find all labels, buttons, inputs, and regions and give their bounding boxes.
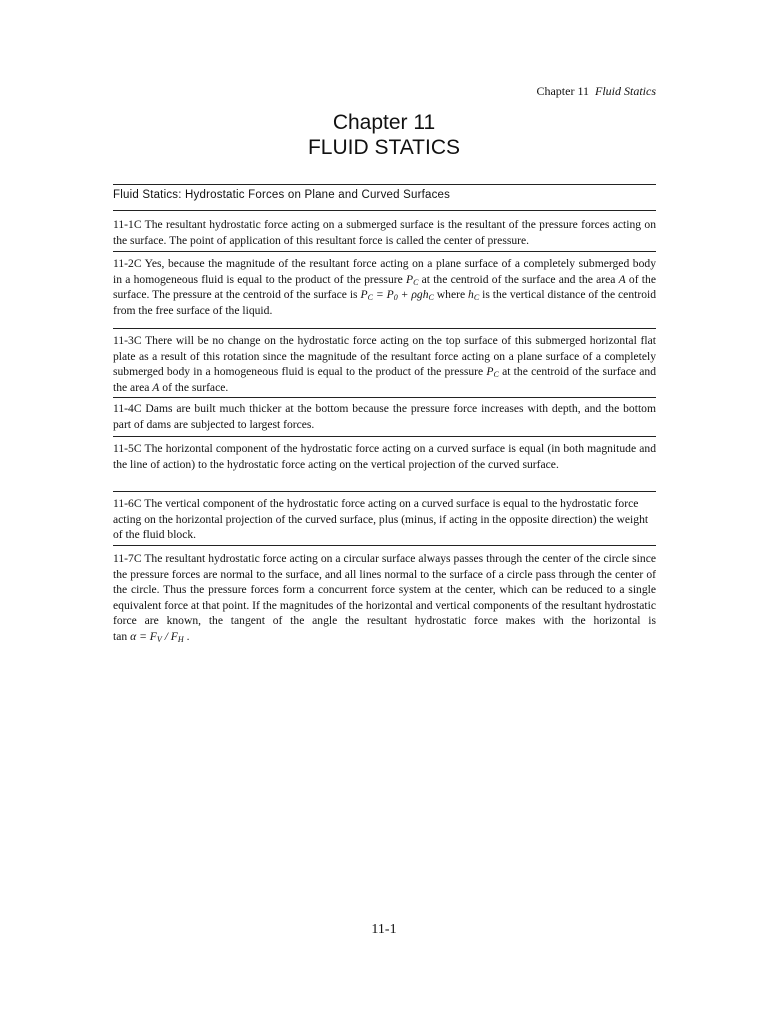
answer-text: is the vertical distance of the centroid from the free surface of the liquid. — [113, 288, 657, 317]
answer-11-3c — [113, 333, 656, 395]
pressure-centroid-symbol: $P_C$ — [405, 272, 419, 287]
answer-text: of the surface. — [162, 380, 229, 394]
answer-text: 11-3C There will be no change on the hydrostatic force acting on the top surface of this submerged horizontal flat plate as a result of this rotation since the magnitude of the resultant force acting on a plane surface of a completely submerged body in a homogeneous fluid is equal to the product of the pressure — [113, 334, 656, 378]
area-symbol: A — [152, 380, 160, 394]
answer-text: 11-7C The resultant hydrostatic force acting on a circular surface always passes through the center of the circle since the pressure forces are normal to the surface, and all lines normal to the surface of a circle pass through the center of the circle. Thus the pressure forces form a concurrent force system at the center, which can be reduced to a single equivalent force at that point. If the magnitudes of the horizontal and vertical components of the resultant hydrostatic force are known, the tangent of the angle the resultant hydrostatic force makes with the horizontal is — [113, 552, 656, 627]
pressure-centroid-symbol: $P_C$ — [486, 365, 499, 379]
answer-11-6c: 11-6C The vertical component of the hydrostatic force acting on a curved surface is equal to the hydrostatic force acting on the horizontal projection of the curved surface, plus (minus, if acting in the opposite direction) the weight of the fluid block. — [113, 497, 649, 541]
answer-text: of the surface. The pressure at the centroid of the surface is — [113, 272, 656, 301]
answer-text: at the centroid of the surface and the area — [113, 365, 656, 394]
answer-text: at the centroid of the surface and the area — [421, 272, 616, 286]
section-heading: Fluid Statics: Hydrostatic Forces on Plane and Curved Surfaces — [113, 189, 451, 201]
section-bottom-rule — [113, 210, 656, 211]
tangent-angle-equation: $\tan \alpha = F_V / F_H$ . — [113, 629, 190, 644]
answer-divider — [113, 397, 656, 398]
answer-divider — [113, 251, 656, 252]
answer-divider — [113, 328, 656, 329]
answer-11-7c — [113, 551, 656, 644]
answer-text: where — [436, 288, 466, 301]
centroid-depth-symbol: $h_C$ — [468, 288, 480, 302]
running-head-topic: Fluid Statics — [595, 84, 656, 98]
answer-11-5c: 11-5C The horizontal component of the hydrostatic force acting on a curved surface is equal (in both magnitude and the line of action) to the hydrostatic force acting on the vertical projection of the curved surface. — [113, 442, 656, 471]
page-number: 11-1 — [371, 922, 397, 937]
answer-text: 11-2C Yes, because the magnitude of the resultant force acting on a plane surface of a completely submerged body in a homogeneous fluid is equal to the product of the pressure — [113, 257, 656, 286]
answer-11-4c: 11-4C Dams are built much thicker at the bottom because the pressure force increases with depth, and the bottom part of dams are subjected to largest forces. — [113, 402, 656, 431]
answer-divider — [113, 491, 656, 492]
centroid-pressure-equation: $P_C = P_0 + \rho gh_C$ — [360, 288, 434, 302]
area-symbol: A — [618, 272, 626, 286]
chapter-number: Chapter 11 — [332, 111, 436, 134]
running-head — [536, 84, 656, 98]
chapter-name: FLUID STATICS — [307, 136, 461, 159]
chapter-title — [0, 110, 768, 160]
answer-11-1c: 11-1C The resultant hydrostatic force acting on a submerged surface is the resultant of the pressure forces acting on the surface. The point of application of this resultant force is called the center of pressure. — [113, 218, 656, 247]
answer-divider — [113, 436, 656, 437]
running-head-chapter: Chapter 11 — [536, 84, 589, 98]
section-top-rule — [113, 184, 656, 185]
answer-11-2c — [113, 256, 656, 318]
answer-divider — [113, 545, 656, 546]
